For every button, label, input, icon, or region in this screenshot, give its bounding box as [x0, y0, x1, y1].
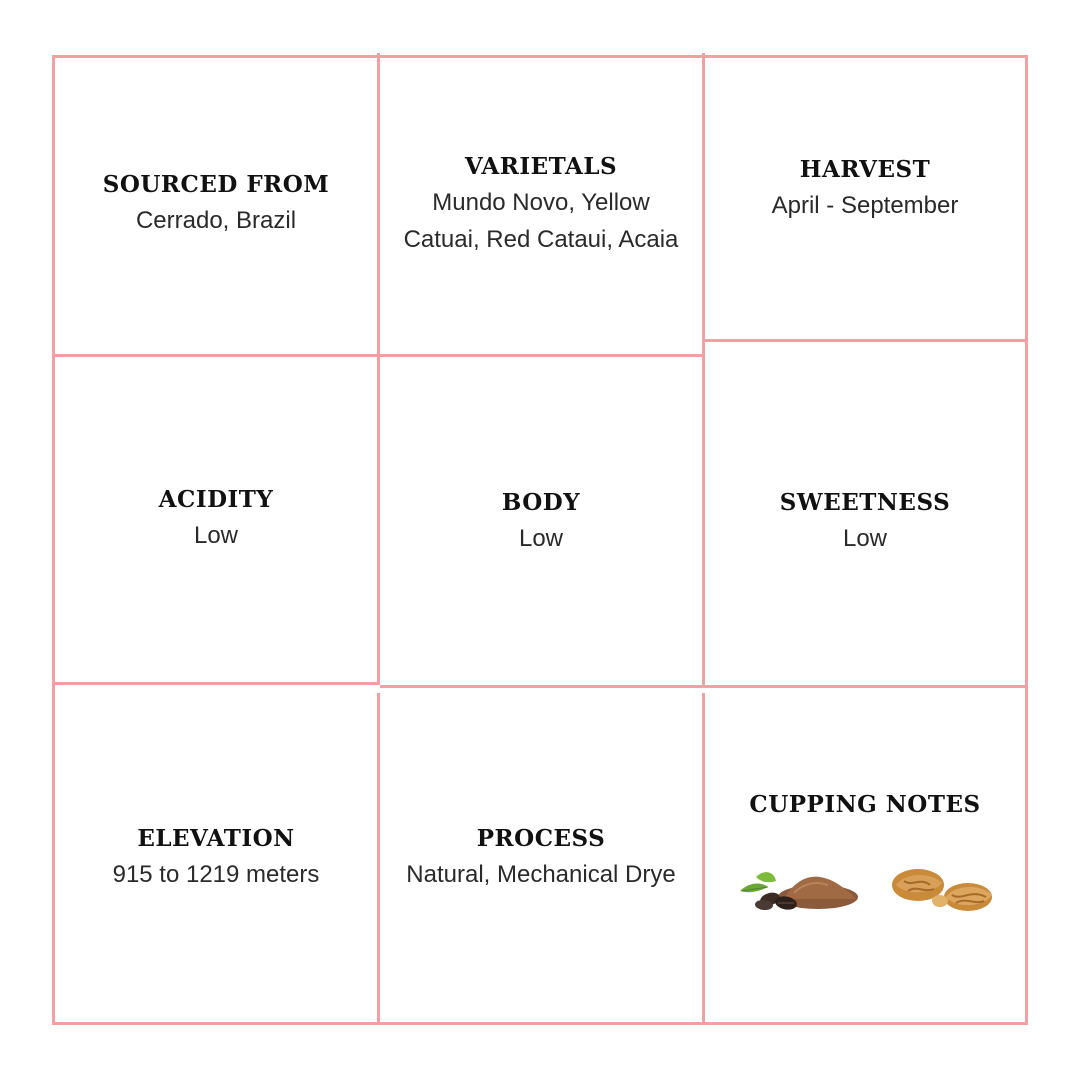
acidity-heading: ACIDITY: [158, 485, 274, 513]
cell-varietals: [380, 53, 705, 357]
body-heading: BODY: [501, 488, 581, 516]
cell-cupping-notes: [705, 693, 1025, 1022]
acidity-value: Low: [193, 521, 239, 549]
cell-sweetness: [705, 357, 1025, 688]
cell-elevation: [55, 693, 380, 1022]
cell-harvest: [705, 38, 1025, 342]
varietals-value: Mundo Novo, Yellow Catuai, Red Cataui, Acaia: [403, 188, 679, 253]
process-heading: PROCESS: [476, 825, 606, 852]
sweetness-heading: SWEETNESS: [779, 488, 951, 516]
varietals-heading: VARIETALS: [464, 152, 618, 180]
harvest-heading: HARVEST: [799, 156, 931, 183]
cell-acidity: [55, 354, 380, 685]
cupping-notes-images: [734, 867, 996, 913]
cell-sourced-from: [55, 53, 380, 357]
elevation-value: 915 to 1219 meters: [112, 861, 320, 888]
cell-body: [380, 357, 705, 688]
coffee-info-grid: [52, 55, 1028, 1025]
cell-process: [380, 693, 705, 1022]
cocoa-beans-powder-icon: [734, 867, 860, 913]
body-value: Low: [518, 524, 564, 552]
elevation-heading: ELEVATION: [137, 825, 295, 852]
harvest-value: April - September: [771, 192, 959, 219]
sourced-from-value: Cerrado, Brazil: [135, 207, 297, 234]
process-value: Natural, Mechanical Drye: [406, 861, 676, 888]
sourced-from-heading: SOURCED FROM: [102, 171, 330, 198]
walnuts-icon: [890, 867, 996, 913]
sweetness-value: Low: [842, 524, 888, 552]
cupping-notes-heading: CUPPING NOTES: [749, 791, 981, 818]
